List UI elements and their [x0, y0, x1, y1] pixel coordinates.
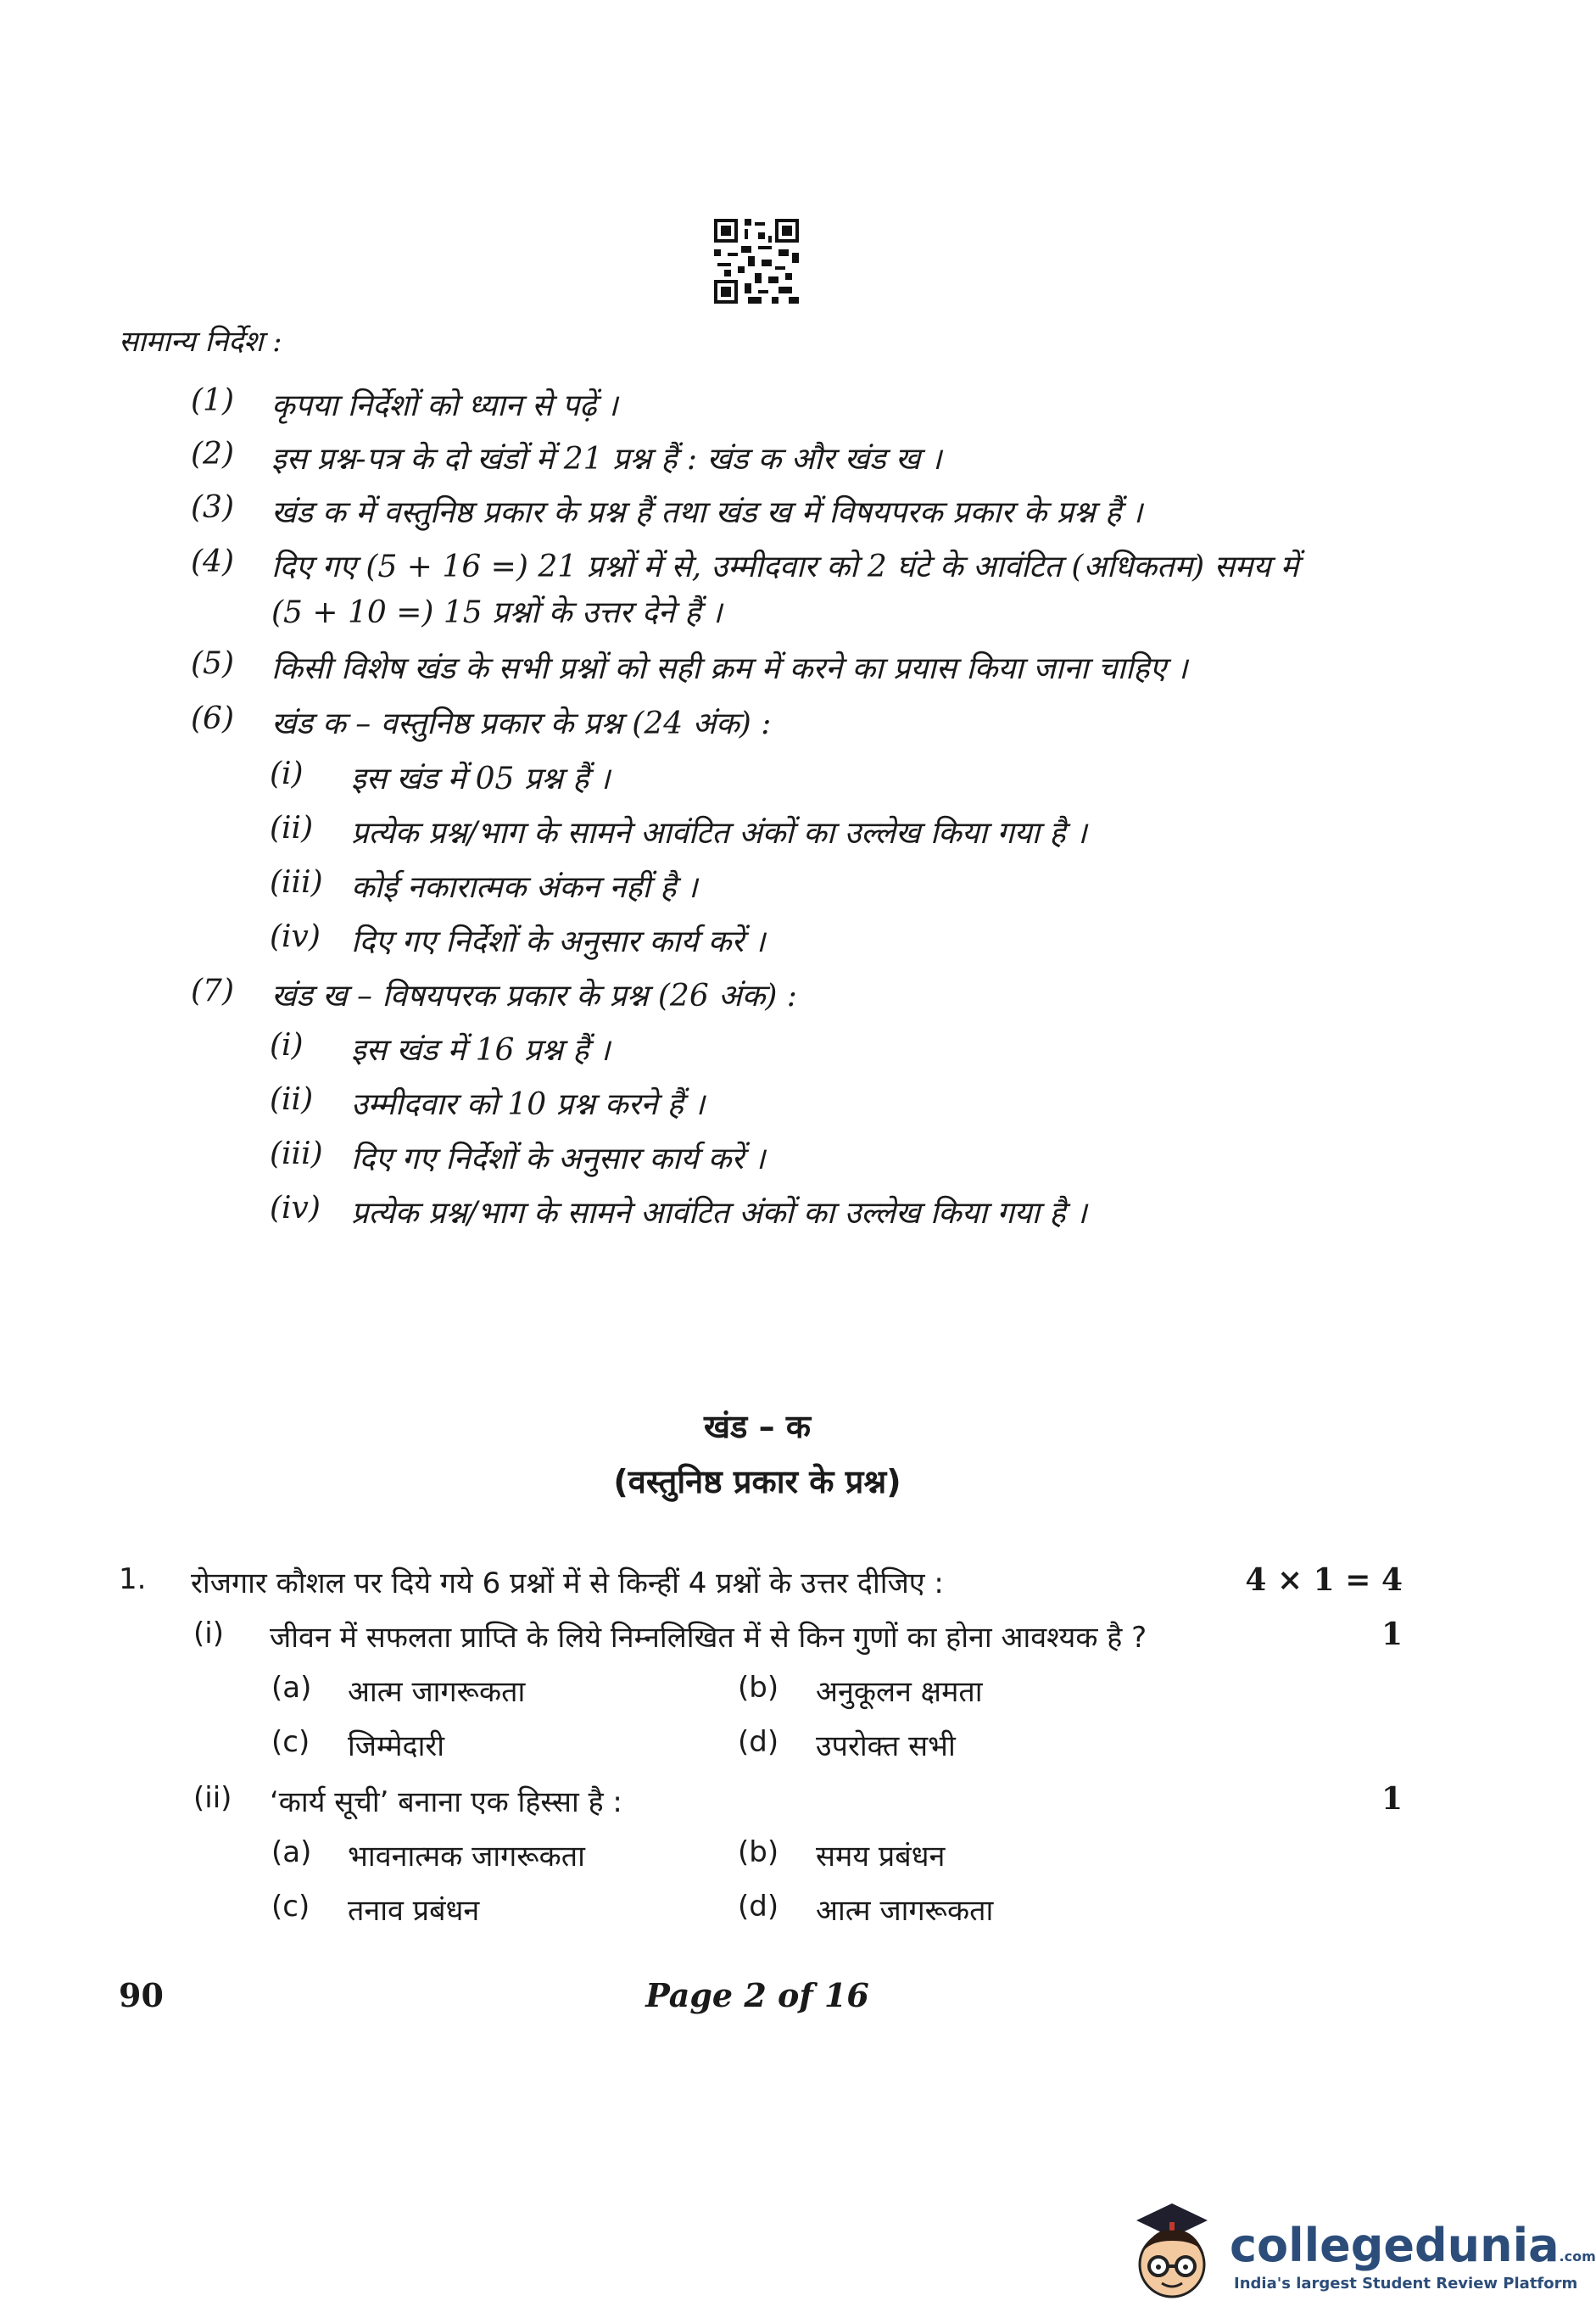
option-text: जिम्मेदारी	[348, 1729, 445, 1763]
question-text: रोजगार कौशल पर दिये गये 6 प्रश्नों में से किन्हीं 4 प्रश्नों के उत्तर दीजिए :	[191, 1566, 944, 1600]
option-label: (c)	[271, 1725, 310, 1759]
sub-text: प्रत्येक प्रश्न/भाग के सामने आवंटित अंकों का उल्लेख किया गया है ।	[351, 1196, 1087, 1231]
qr-code-image	[714, 219, 799, 304]
option-label: (b)	[738, 1835, 779, 1869]
instruction-text: खंड क में वस्तुनिष्ठ प्रकार के प्रश्न हैं तथा खंड ख में विषयपरक प्रकार के प्रश्न हैं ।	[271, 495, 1143, 530]
sub-number: (iii)	[270, 1136, 323, 1171]
instruction-number: (6)	[191, 701, 234, 736]
instruction-text: किसी विशेष खंड के सभी प्रश्नों को सही क्रम में करने का प्रयास किया जाना चाहिए ।	[271, 651, 1188, 686]
instruction-text: खंड ख – विषयपरक प्रकार के प्रश्न (26 अंक) :	[271, 979, 797, 1014]
instruction-6-sub-iii	[270, 865, 698, 905]
instruction-text: कृपया निर्देशों को ध्यान से पढ़ें ।	[271, 388, 618, 423]
instruction-7-sub-i	[270, 1028, 611, 1068]
instruction-number: (7)	[191, 974, 234, 1008]
option-label: (b)	[738, 1671, 779, 1705]
option-text: आत्म जागरूकता	[348, 1675, 526, 1709]
instruction-number: (3)	[191, 490, 234, 525]
instruction-6-sub-ii	[270, 811, 1087, 851]
sub-number: (iv)	[270, 919, 321, 954]
instruction-number: (1)	[191, 383, 234, 418]
instruction-text-continued: (5 + 10 =) 15 प्रश्नों के उत्तर देने हैं ।	[271, 595, 723, 630]
collegedunia-logo[interactable]	[1119, 2180, 1596, 2312]
part-marks: 1	[1381, 1617, 1403, 1652]
part-number: (ii)	[193, 1781, 232, 1815]
sub-number: (iii)	[270, 865, 323, 900]
part-number: (i)	[193, 1617, 224, 1650]
instruction-6	[191, 701, 772, 741]
option-text: भावनात्मक जागरूकता	[348, 1840, 585, 1874]
instruction-number: (5)	[191, 646, 234, 681]
sub-text: कोई नकारात्मक अंकन नहीं है ।	[351, 870, 698, 905]
student-mascot-icon	[1119, 2188, 1225, 2312]
sub-number: (iv)	[270, 1191, 321, 1226]
instruction-6-sub-iv	[270, 919, 766, 959]
instruction-5	[191, 646, 1188, 686]
paper-code: 90	[119, 1976, 164, 2014]
instruction-7-sub-ii	[270, 1082, 706, 1122]
instruction-text: खंड क – वस्तुनिष्ठ प्रकार के प्रश्न (24 अंक) :	[271, 706, 772, 741]
brand-name: collegedunia	[1230, 2219, 1560, 2272]
option-text: अनुकूलन क्षमता	[816, 1675, 983, 1709]
option-text: समय प्रबंधन	[816, 1840, 946, 1874]
brand-suffix: .com	[1559, 2248, 1596, 2265]
sub-text: प्रत्येक प्रश्न/भाग के सामने आवंटित अंकों का उल्लेख किया गया है ।	[351, 816, 1087, 851]
sub-number: (ii)	[270, 1082, 314, 1117]
part-text: ‘कार्य सूची’ बनाना एक हिस्सा है :	[270, 1785, 622, 1819]
instruction-text: इस प्रश्न-पत्र के दो खंडों में 21 प्रश्न हैं : खंड क और खंड ख ।	[271, 442, 942, 477]
option-label: (a)	[271, 1835, 312, 1869]
section-title: खंड – क	[703, 1408, 812, 1445]
sub-text: दिए गए निर्देशों के अनुसार कार्य करें ।	[351, 924, 766, 959]
sub-text: दिए गए निर्देशों के अनुसार कार्य करें ।	[351, 1142, 766, 1176]
sub-number: (ii)	[270, 811, 314, 846]
instruction-7-sub-iv	[270, 1191, 1087, 1231]
instruction-7-sub-iii	[270, 1136, 766, 1176]
instruction-text: दिए गए (5 + 16 =) 21 प्रश्नों में से, उम्मीदवार को 2 घंटे के आवंटित (अधिकतम) समय में	[271, 550, 1299, 584]
option-label: (c)	[271, 1890, 310, 1924]
instructions-title: सामान्य निर्देश :	[119, 325, 282, 359]
instruction-2	[191, 437, 942, 477]
option-label: (a)	[271, 1671, 312, 1705]
option-text: उपरोक्त सभी	[816, 1729, 956, 1763]
page-number: Page 2 of 16	[645, 1976, 869, 2014]
option-text: तनाव प्रबंधन	[348, 1894, 480, 1928]
part-marks: 1	[1381, 1781, 1403, 1817]
option-label: (d)	[738, 1890, 779, 1924]
sub-text: इस खंड में 16 प्रश्न हैं ।	[351, 1033, 611, 1068]
option-text: आत्म जागरूकता	[816, 1894, 994, 1928]
question-number: 1.	[119, 1562, 147, 1596]
question-marks: 4 × 1 = 4	[1245, 1562, 1403, 1598]
instruction-1	[191, 383, 618, 423]
instruction-3	[191, 490, 1143, 530]
instruction-number: (4)	[191, 544, 234, 579]
part-text: जीवन में सफलता प्राप्ति के लिये निम्नलिखित में से किन गुणों का होना आवश्यक है ?	[270, 1621, 1147, 1655]
sub-number: (i)	[270, 1028, 304, 1063]
instruction-6-sub-i	[270, 757, 611, 796]
instruction-4	[191, 544, 1299, 630]
sub-text: उम्मीदवार को 10 प्रश्न करने हैं ।	[351, 1087, 706, 1122]
brand-tagline: India's largest Student Review Platform	[1234, 2275, 1578, 2292]
section-subtitle: (वस्तुनिष्ठ प्रकार के प्रश्न)	[613, 1463, 901, 1500]
instruction-7	[191, 974, 797, 1014]
instruction-number: (2)	[191, 437, 234, 472]
option-label: (d)	[738, 1725, 779, 1759]
sub-text: इस खंड में 05 प्रश्न हैं ।	[351, 762, 611, 796]
sub-number: (i)	[270, 757, 304, 791]
